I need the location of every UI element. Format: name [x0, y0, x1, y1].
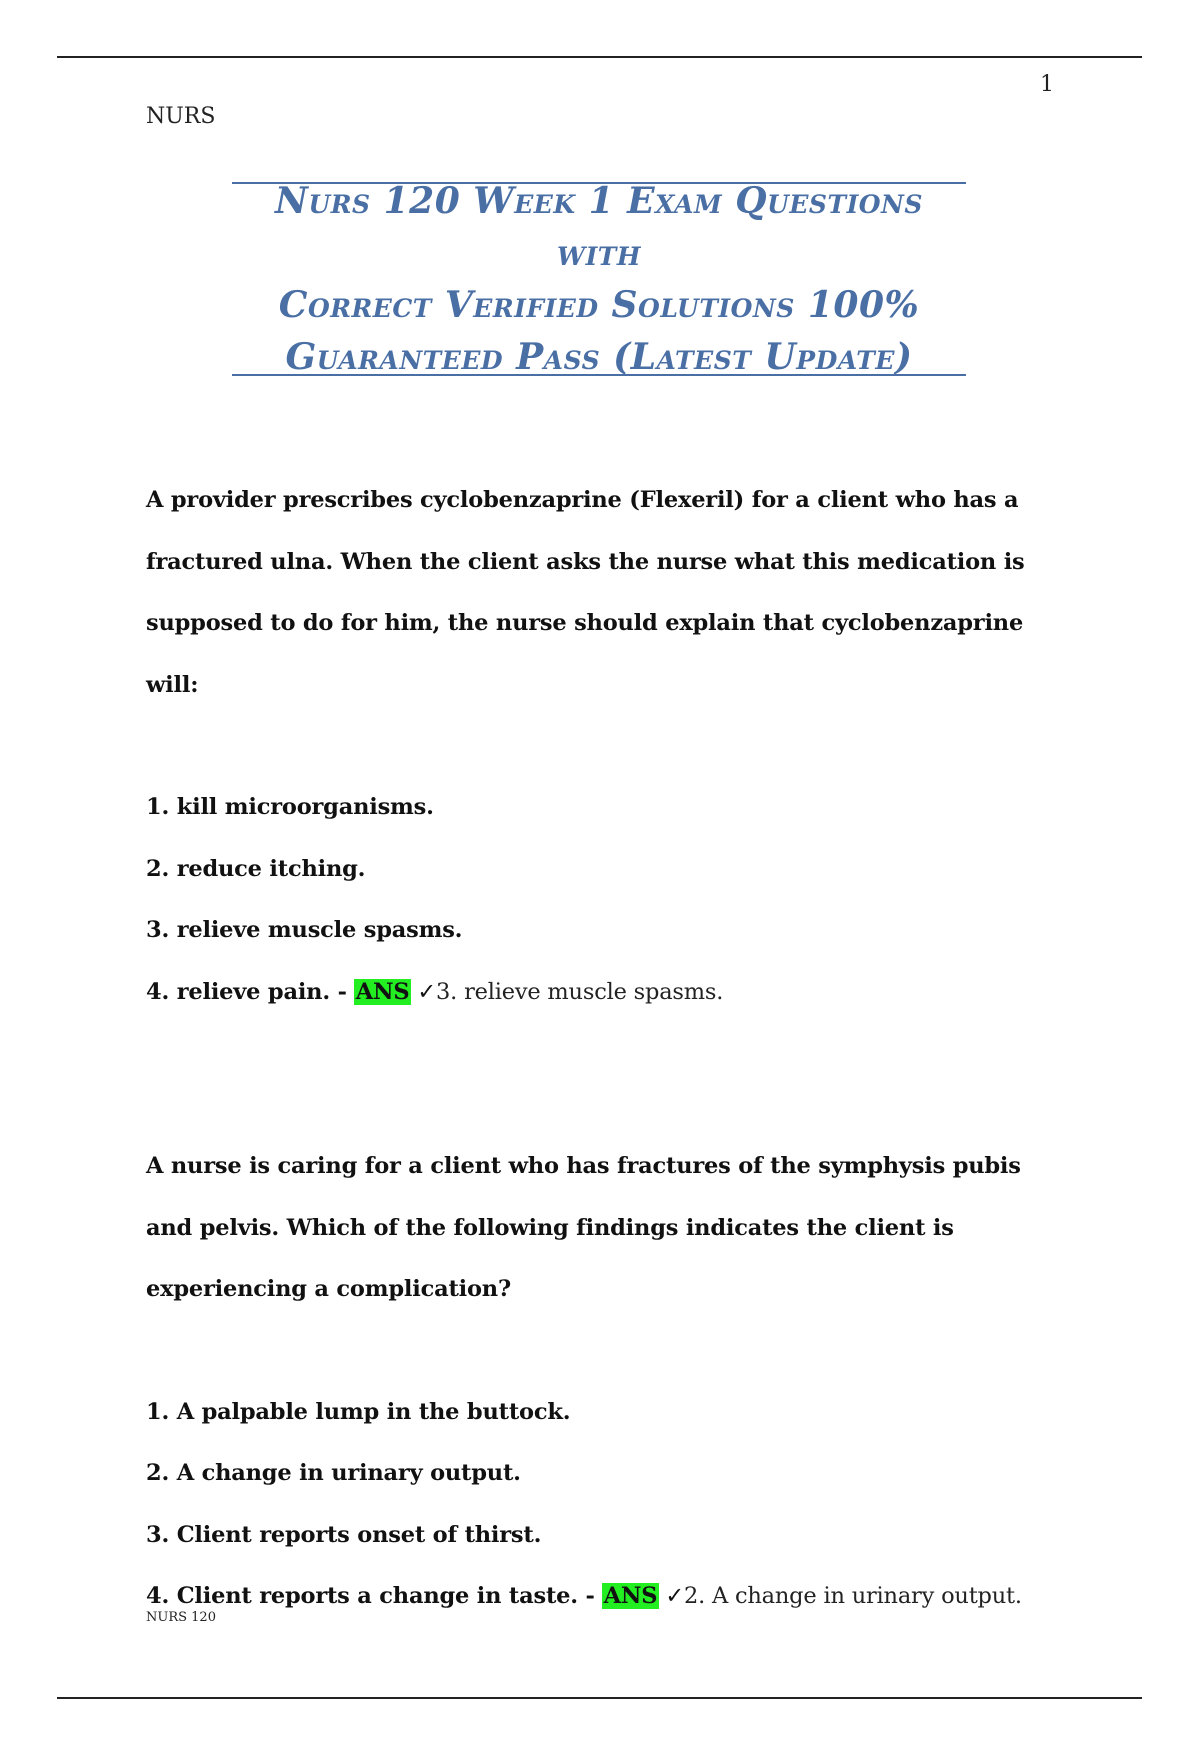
- option-text: 2. reduce itching.: [146, 855, 366, 882]
- option-text: 1. A palpable lump in the buttock.: [146, 1398, 571, 1425]
- title-line-2: Correct Verified Solutions 100%: [278, 284, 920, 326]
- question-block-2: [146, 1136, 1066, 1628]
- option-text: 4. Client reports a change in taste. -: [146, 1583, 595, 1609]
- answer-text: 3. relieve muscle spasms.: [436, 978, 724, 1005]
- checkmark-icon: ✓: [417, 978, 437, 1005]
- option-list: [146, 1382, 1066, 1628]
- option-text: 3. Client reports onset of thirst.: [146, 1521, 542, 1548]
- running-head: NURS: [146, 104, 216, 129]
- top-rule: [57, 56, 1142, 58]
- option-item: [146, 900, 1066, 962]
- option-item: [146, 1382, 1066, 1444]
- option-text: 1. kill microorganisms.: [146, 794, 434, 820]
- bottom-rule: [57, 1697, 1142, 1699]
- option-item: [146, 1443, 1066, 1505]
- question-stem: A nurse is caring for a client who has fractures of the symphysis pubis and pelvis. Which of the following findings indicates the client is experiencing a complication?: [146, 1153, 1021, 1302]
- option-item: [146, 1505, 1066, 1567]
- page-number: 1: [1040, 72, 1054, 97]
- question-stem: A provider prescribes cyclobenzaprine (Flexeril) for a client who has a fractured ulna. When the client asks the nurse what this medication is supposed to do for him, the nurse should explain that cyclobenzaprine will:: [146, 487, 1025, 698]
- answer-label: ANS: [603, 1583, 658, 1609]
- title-line-3: Guaranteed Pass (Latest Update): [285, 336, 913, 378]
- document-title: [232, 175, 966, 383]
- option-text: 2. A change in urinary output.: [146, 1460, 521, 1486]
- option-list: [146, 777, 1066, 1023]
- option-text: 3. relieve muscle spasms.: [146, 917, 463, 943]
- page-footer: NURS 120: [146, 1610, 216, 1625]
- question-block-1: [146, 470, 1066, 1023]
- option-item-with-answer: [146, 962, 1066, 1024]
- answer-text: 2. A change in urinary output.: [683, 1583, 1022, 1609]
- option-item: [146, 839, 1066, 901]
- document-body: [146, 470, 1066, 1741]
- checkmark-icon: ✓: [665, 1583, 684, 1609]
- title-block: [232, 182, 966, 376]
- title-line-1: Nurs 120 Week 1 Exam Questions with: [275, 180, 923, 274]
- option-item-with-answer: [146, 1566, 1066, 1628]
- option-item: [146, 777, 1066, 839]
- option-text: 4. relieve pain. -: [146, 978, 347, 1005]
- answer-label: ANS: [355, 978, 410, 1005]
